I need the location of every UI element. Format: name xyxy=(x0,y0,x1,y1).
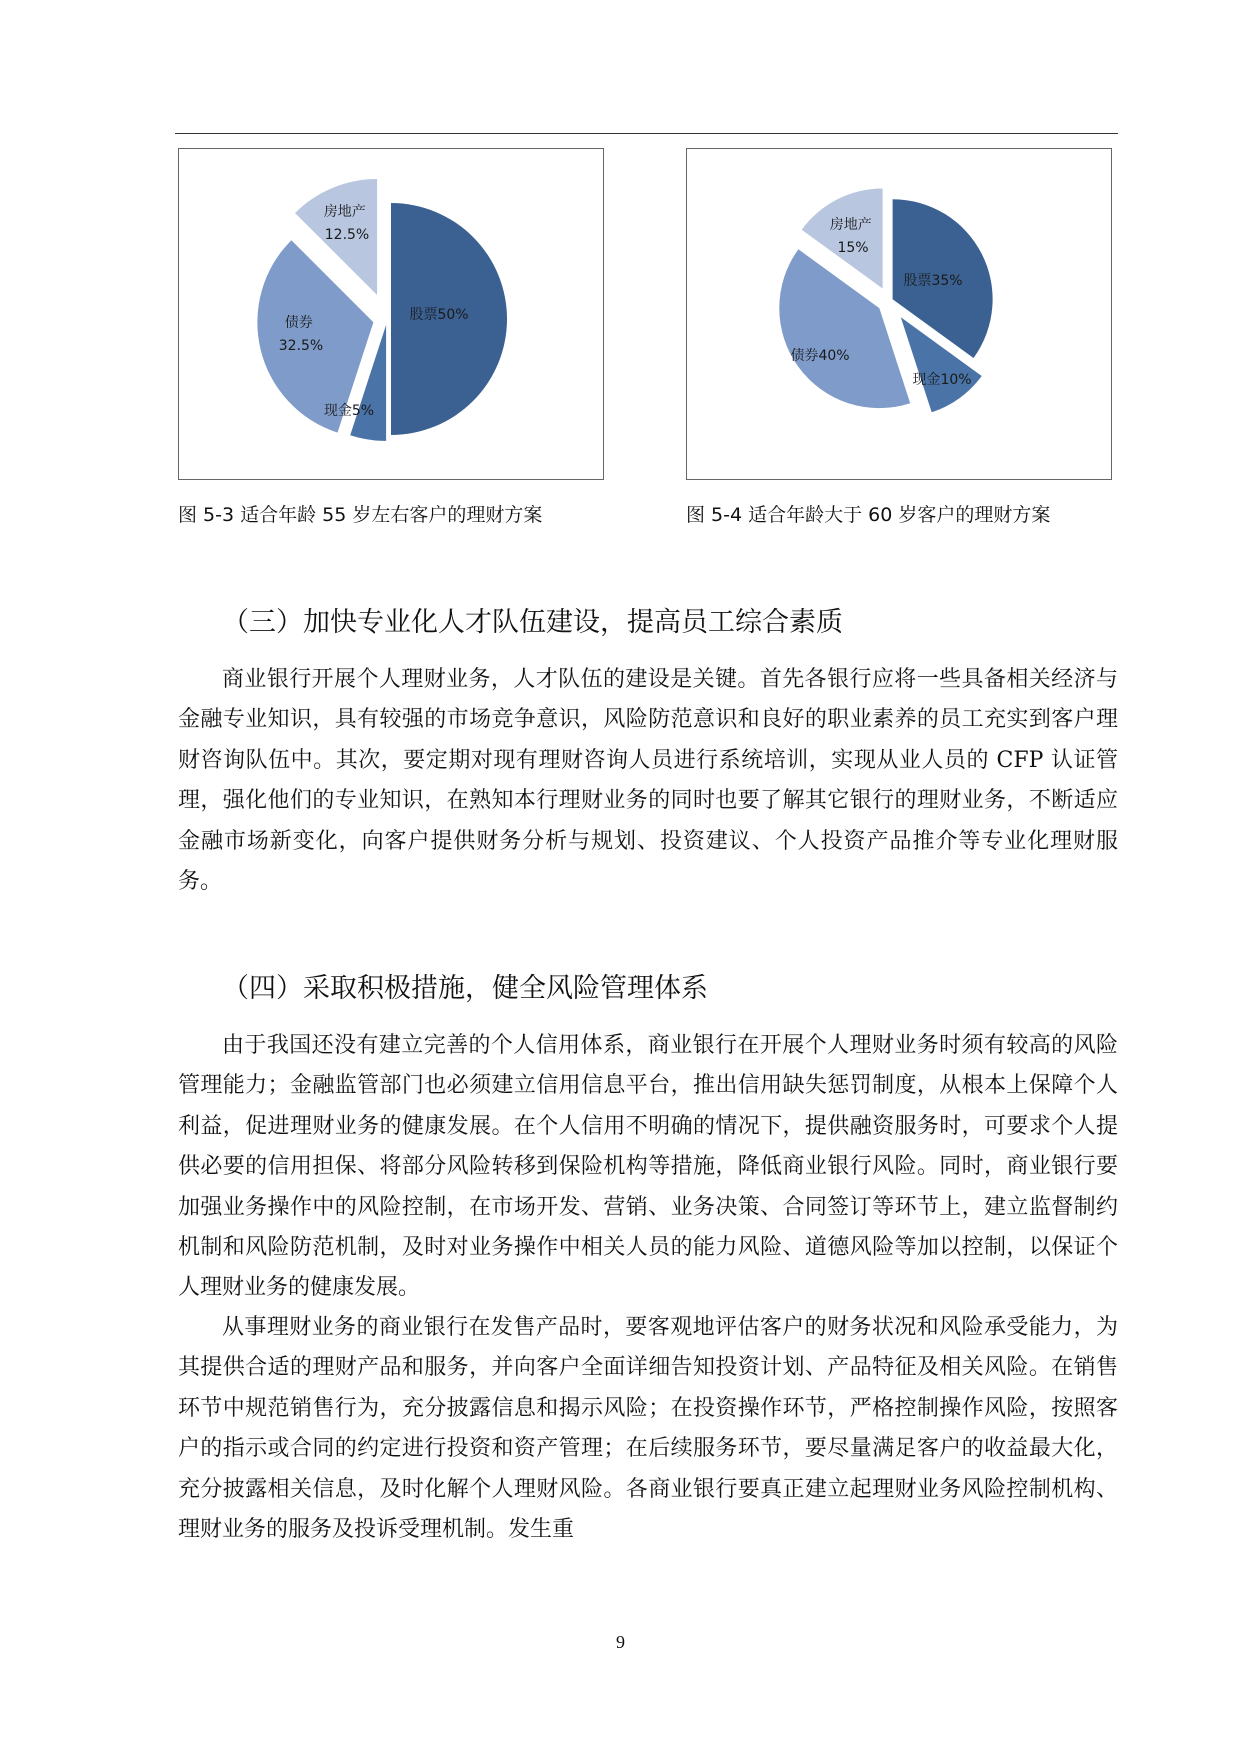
label-stocks: 股票35% xyxy=(903,273,963,289)
paragraph: 由于我国还没有建立完善的个人信用体系，商业银行在开展个人理财业务时须有较高的风险管理能力；金融监管部门也必须建立信用信息平台，推出信用缺失惩罚制度，从根本上保障个人利益，促进理财业务的健康发展。在个人信用不明确的情况下，提供融资服务时，可要求个人提供必要的信用担保、将部分风险转移到保险机构等措施，降低商业银行风险。同时，商业银行要加强业务操作中的风险控制，在市场开发、营销、业务决策、合同签订等环节上，建立监督制约机制和风险防范机制，及时对业务操作中相关人员的能力风险、道德风险等加以控制，以保证个人理财业务的健康发展。 xyxy=(178,1033,1118,1301)
page-number: 9 xyxy=(616,1632,625,1652)
label-bonds: 债券 32.5% xyxy=(278,315,324,354)
label-real-estate: 房地产 12.5% xyxy=(323,204,370,243)
figure-caption-5-4: 图 5-4 适合年龄大于 60 岁客户的理财方案 xyxy=(686,504,1051,526)
label-bonds: 债券40% xyxy=(790,348,850,364)
section-heading-3: （三）加快专业化人才队伍建设，提高员工综合素质 xyxy=(222,607,843,638)
figure-caption-5-3: 图 5-3 适合年龄 55 岁左右客户的理财方案 xyxy=(178,504,543,526)
pie-chart-5-4 xyxy=(686,148,1112,480)
pie-chart-5-4-svg xyxy=(687,149,1111,479)
pie-chart-5-3-svg xyxy=(179,149,603,479)
label-stocks: 股票50% xyxy=(409,307,469,323)
section-heading-4: （四）采取积极措施，健全风险管理体系 xyxy=(222,973,708,1004)
slice-bonds xyxy=(779,249,910,408)
label-real-estate: 房地产 15% xyxy=(829,217,872,256)
label-cash: 现金10% xyxy=(912,372,972,388)
paragraph: 商业银行开展个人理财业务，人才队伍的建设是关键。首先各银行应将一些具备相关经济与金融专业知识，具有较强的市场竞争意识，风险防范意识和良好的职业素养的员工充实到客户理财咨询队伍中。其次，要定期对现有理财咨询人员进行系统培训，实现从业人员的 CFP 认证管理，强化他们的专业知识，在熟知本行理财业务的同时也要了解其它银行的理财业务，不断适应金融市场新变化，向客户提供财务分析与规划、投资建议、个人投资产品推介等专业化理财服务。 xyxy=(178,667,1118,895)
header-rule xyxy=(175,133,1118,134)
paragraph: 从事理财业务的商业银行在发售产品时，要客观地评估客户的财务状况和风险承受能力，为其提供合适的理财产品和服务，并向客户全面详细告知投资计划、产品特征及相关风险。在销售环节中规范销售行为，充分披露信息和揭示风险；在投资操作环节，严格控制操作风险，按照客户的指示或合同的约定进行投资和资产管理；在后续服务环节，要尽量满足客户的收益最大化，充分披露相关信息，及时化解个人理财风险。各商业银行要真正建立起理财业务风险控制机构、理财业务的服务及投诉受理机制。发生重 xyxy=(178,1315,1118,1543)
pie-chart-5-3 xyxy=(178,148,604,480)
label-cash: 现金5% xyxy=(323,403,375,419)
